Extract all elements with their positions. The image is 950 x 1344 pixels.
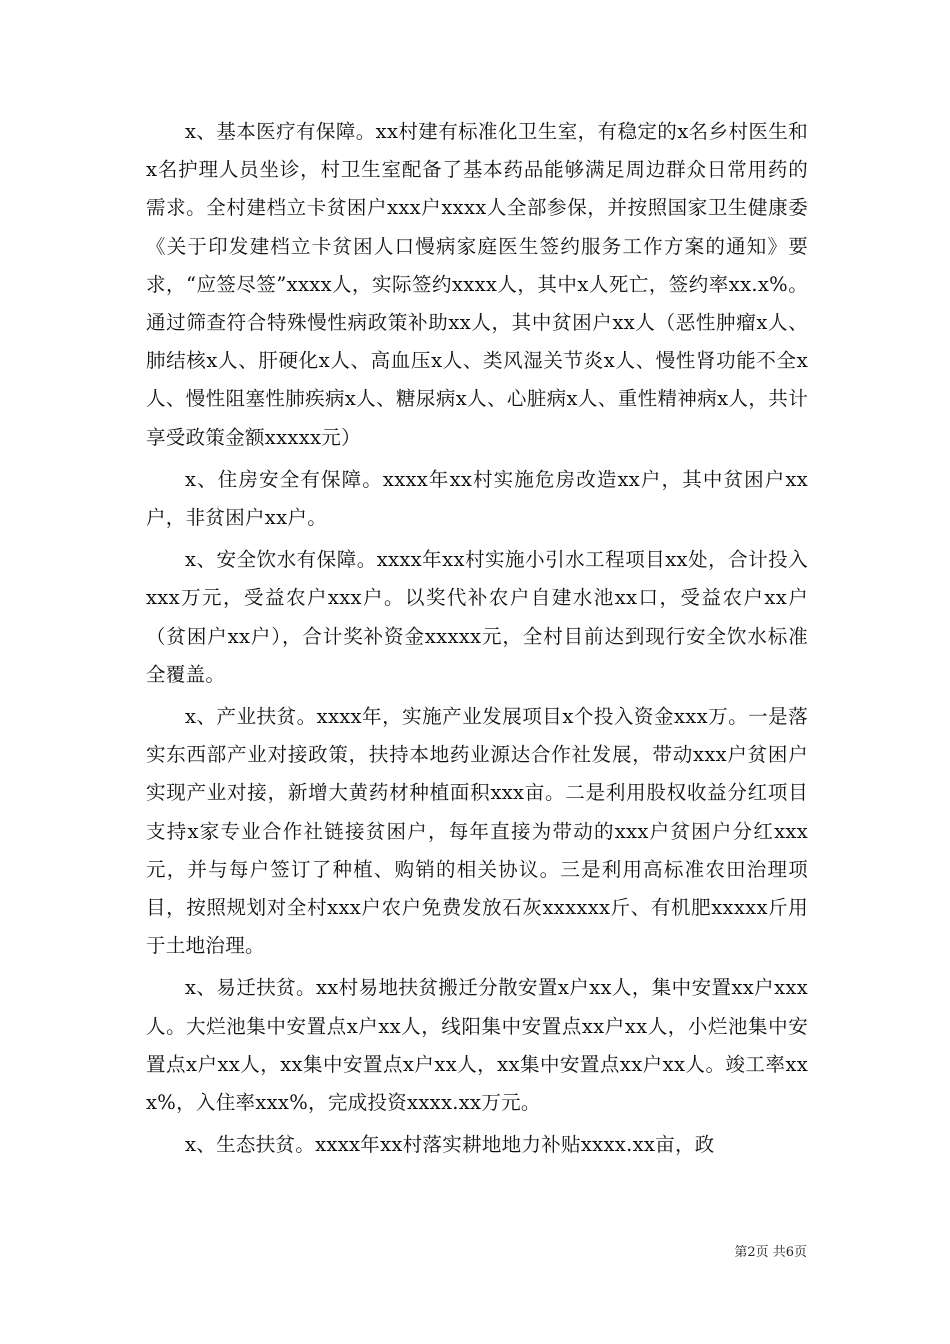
paragraph-industry-poverty-relief: x、产业扶贫。xxxx年，实施产业发展项目x个投入资金xxx万。一是落实东西部产业对接政策，扶持本地药业源达合作社发展，带动xxx户贫困户实现产业对接，新增大黄药材种植面积xxx亩。二是利用股权收益分红项目支持x家专业合作社链接贫困户，每年直接为带动的xxx户贫困户分红xxx元，并与每户签订了种植、购销的相关协议。三是利用高标准农田治理项目，按照规划对全村xxx户农户免费发放石灰xxxxxx斤、有机肥xxxxx斤用于土地治理。 — [146, 705, 808, 958]
paragraph-drinking-water: x、安全饮水有保障。xxxx年xx村实施小引水工程项目xx处，合计投入xxx万元，受益农户xxx户。以奖代补农户自建水池xx口，受益农户xx户（贫困户xx户），合计奖补资金xxxxx元，全村目前达到现行安全饮水标准全覆盖。 — [146, 548, 808, 686]
paragraph-relocation-poverty-relief: x、易迁扶贫。xx村易地扶贫搬迁分散安置x户xx人，集中安置xx户xxx人。大烂池集中安置点x户xx人，线阳集中安置点xx户xx人，小烂池集中安置点x户xx人，xx集中安置点x户xx人，xx集中安置点xx户xx人。竣工率xxx%，入住率xxx%，完成投资xxxx.xx万元。 — [146, 976, 808, 1115]
paragraph-housing-safety: x、住房安全有保障。xxxx年xx村实施危房改造xx户，其中贫困户xx户，非贫困户xx户。 — [146, 467, 808, 530]
paragraph-medical-care: x、基本医疗有保障。xx村建有标准化卫生室，有稳定的x名乡村医生和x名护理人员坐诊，村卫生室配备了基本药品能够满足周边群众日常用药的需求。全村建档立卡贫困户xxx户xxxx人全部参保，并按照国家卫生健康委《关于印发建档立卡贫困人口慢病家庭医生签约服务工作方案的通知》要求，“应签尽签”xxxx人，实际签约xxxx人，其中x人死亡，签约率xx.x%。通过筛查符合特殊慢性病政策补助xx人，其中贫困户xx人（恶性肿瘤x人、肺结核x人、肝硬化x人、高血压x人、类风湿关节炎x人、慢性肾功能不全x人、慢性阻塞性肺疾病x人、糖尿病x人、心脏病x人、重性精神病x人，共计享受政策金额xxxxx元） — [146, 120, 808, 449]
document-body — [146, 113, 808, 1168]
paragraph-ecological-poverty-relief: x、生态扶贫。xxxx年xx村落实耕地地力补贴xxxx.xx亩，政 — [185, 1133, 715, 1157]
page-number: 第2页 共6页 — [734, 1245, 807, 1260]
